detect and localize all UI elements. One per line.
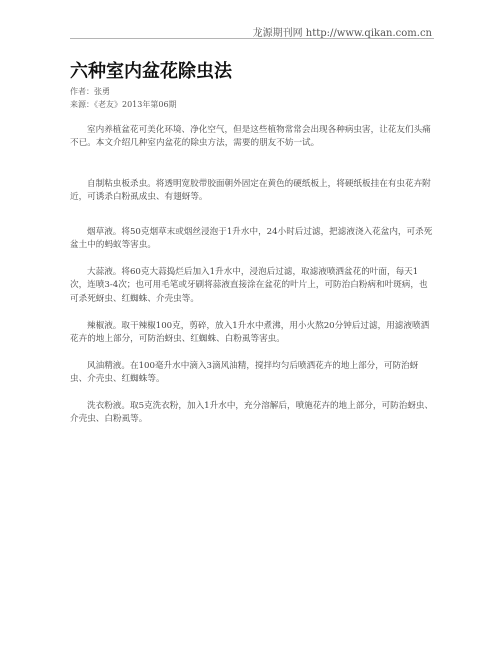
article-title: 六种室内盆花除虫法 bbox=[70, 61, 232, 82]
paragraph-essential-balm: 风油精液。在100毫升水中滴入3滴风油精，搅拌均匀后喷洒花卉的地上部分，可防治蚜虫、介壳虫、红蜘蛛等。 bbox=[70, 361, 419, 385]
paragraph-sticky-trap: 自制粘虫板杀虫。将透明宽胶带胶面朝外固定在黄色的硬纸板上，将硬纸板挂在有虫花卉附近，可诱杀白粉虱成虫、有翅蚜等。 bbox=[70, 179, 431, 203]
article-source: 来源：《老友》2013年第06期 bbox=[70, 100, 177, 109]
paragraph-garlic: 大蒜液。将60克大蒜捣烂后加入1升水中，浸泡后过滤，取滤液喷洒盆花的叶面，每天1次，连喷3-4次；也可用毛笔或牙刷将蒜液直接涂在盆花的叶片上，可防治白粉病和叶斑病，也可杀死蚜虫、红蜘蛛、介壳虫等。 bbox=[70, 267, 428, 304]
article-author: 作者：张勇 bbox=[70, 87, 110, 96]
header-divider bbox=[70, 38, 434, 39]
paragraph-tobacco: 烟草液。将50克烟草末或烟丝浸泡于1升水中，24小时后过滤，把滤液浇入花盆内，可杀死盆土中的蚂蚁等害虫。 bbox=[70, 227, 433, 251]
paragraph-detergent: 洗衣粉液。取5克洗衣粉，加入1升水中，充分溶解后，喷施花卉的地上部分，可防治蚜虫、介壳虫、白粉虱等。 bbox=[70, 401, 434, 425]
site-header-link[interactable]: 龙源期刊网 http://www.qikan.com.cn bbox=[252, 28, 432, 39]
paragraph-chili: 辣椒液。取干辣椒100克，剪碎，放入1升水中煮沸，用小火熬20分钟后过滤，用滤液喷洒花卉的地上部分，可防治蚜虫、红蜘蛛、白粉虱等害虫。 bbox=[70, 321, 430, 345]
paragraph-intro: 室内养植盆花可美化环境、净化空气，但是这些植物常常会出现各种病虫害，让花友们头痛不已。本文介绍几种室内盆花的除虫方法，需要的朋友不妨一试。 bbox=[70, 125, 431, 149]
